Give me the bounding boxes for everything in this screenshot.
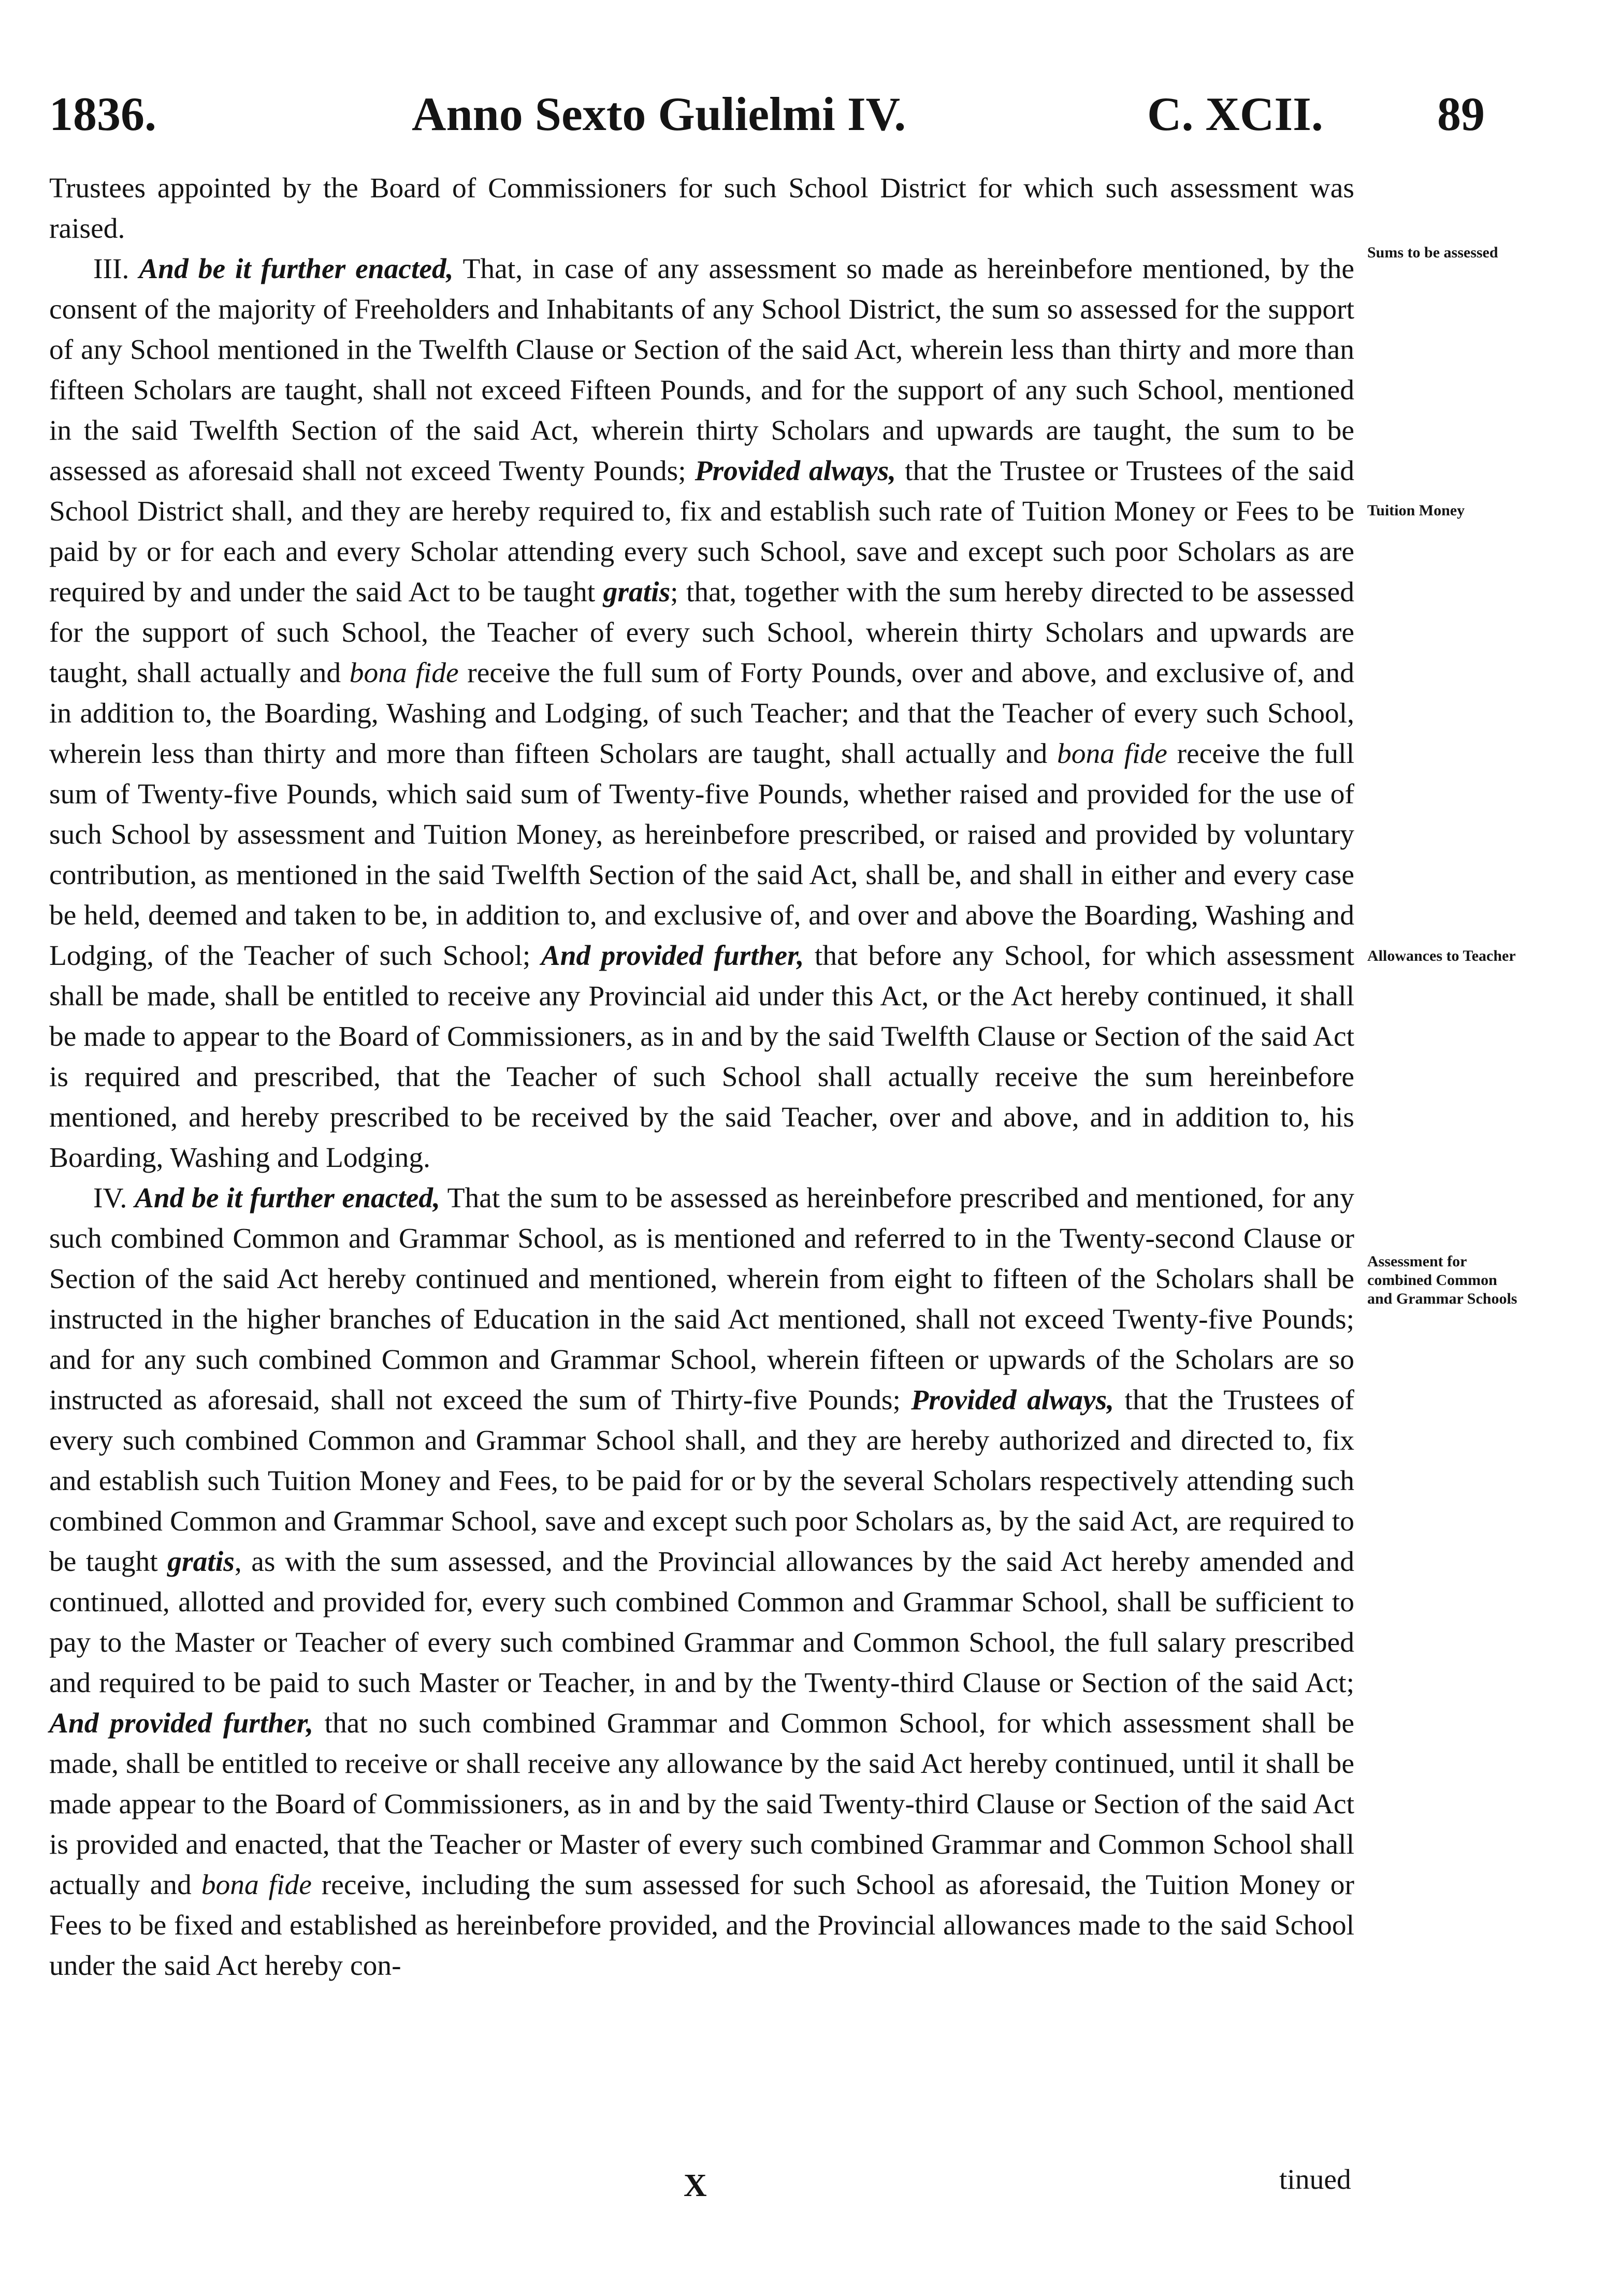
section-three-text-6: that before any School, for which assessment shall be made, shall be entitled to receive any Provincial aid under this Act, or the Act hereby continued, it shall be made to appear to the Board of Commissioners, as in and by the said Twelfth Clause or Section of the said Act is required and prescribed, that the Teacher of such School shall actually receive the sum hereinbefore mentioned, and hereby prescribed to be received by the said Teacher, over and above, and in addition to, his Boarding, Washing and Lodging. [49,940,1354,1174]
section-four [49,1178,1354,1986]
section-four-bona-fide: bona fide [201,1869,312,1901]
section-four-text-1: That the sum to be assessed as hereinbefore prescribed and mentioned, for any such combined Common and Grammar School, as is mentioned and referred to in the Twenty-second Clause or Section of the said Act hereby continued and mentioned, wherein from eight to fifteen of the Scholars shall be instructed in the higher branches of Education in the said Act mentioned, shall not exceed Twenty-five Pounds; and for any such combined Common and Grammar School, wherein fifteen or upwards of the Scholars are so instructed as aforesaid, shall not exceed the sum of Thirty-five Pounds; [49,1182,1354,1416]
section-three-text-5: receive the full sum of Twenty-five Pounds, which said sum of Twenty-five Pounds, whether raised and provided for the use of such School by assessment and Tuition Money, as hereinbefore prescribed, or raised and provided by voluntary contribution, as mentioned in the said Twelfth Section of the said Act, shall be, and shall in either and every case be held, deemed and taken to be, in addition to, and exclusive of, and over and above the Boarding, Washing and Lodging, of the Teacher of such School; [49,738,1354,972]
section-three-bona-fide-1: bona fide [349,657,459,689]
section-three-number: III. [93,253,129,285]
section-four-enacting-clause: And be it further enacted, [134,1182,441,1214]
section-four-text-2: that the Trustees of every such combined Common and Grammar School shall, and they are hereby authorized and directed to, fix and establish such Tuition Money and Fees, to be paid for or by the several Scholars respectively attending such combined Common and Grammar School, save and except such poor Scholars as, by the said Act, are required to be taught [49,1384,1355,1578]
signature-mark: X [684,2168,707,2203]
section-four-text-4: that no such combined Grammar and Common School, for which assessment shall be made, shall be entitled to receive or shall receive any allowance by the said Act hereby continued, until it shall be made appear to the Board of Commissioners, as in and by the said Twenty-third Clause or Section of the said Act is provided and enacted, that the Teacher or Master of every such combined Grammar and Common School shall actually and [49,1708,1355,1901]
section-three-text-1: That, in case of any assessment so made as hereinbefore mentioned, by the consent of the majority of Freeholders and Inhabitants of any School District, the sum so assessed for the support of any School mentioned in the Twelfth Clause or Section of the said Act, wherein less than thirty and more than fifteen Scholars are taught, shall not exceed Fifteen Pounds, and for the support of any such School, mentioned in the said Twelfth Section of the said Act, wherein thirty Scholars and upwards are taught, the sum to be assessed as aforesaid shall not exceed Twenty Pounds; [49,253,1354,487]
section-three-text-4: receive the full sum of Forty Pounds, over and above, and exclusive of, and in addition to, the Boarding, Washing and Lodging, of such Teacher; and that the Teacher of every such School, wherein less than thirty and more than fifteen Scholars are taught, shall actually and [49,657,1354,770]
header-chapter: C. XCII. [1147,88,1323,140]
section-four-text-3: , as with the sum assessed, and the Provincial allowances by the said Act hereby amended and continued, allotted and provided for, every such combined Common and Grammar School, shall be sufficient to pay to the Master or Teacher of every such combined Grammar and Common School, the full salary prescribed and required to be paid to such Master or Teacher, in and by the Twenty-third Clause or Section of the said Act; [49,1546,1354,1699]
margin-note-assessment: Assessment for combined Common and Grammar Schools [1367,1253,1517,1307]
running-header [49,78,1515,150]
catchword: tinued [1279,2164,1351,2196]
section-three-proviso-2: And provided further, [541,940,804,972]
opening-paragraph: Trustees appointed by the Board of Commissioners for such School District for which such assessment was raised. [49,172,1354,244]
section-three-text-3: ; that, together with the sum hereby directed to be assessed for the support of such School, the Teacher of every such School, wherein thirty Scholars and upwards are taught, shall actually and [49,576,1355,689]
section-four-number: IV. [93,1182,127,1214]
margin-note-sums: Sums to be assessed [1367,244,1498,261]
header-title: Anno Sexto Gulielmi IV. [412,88,906,140]
margin-note-tuition: Tuition Money [1367,502,1465,519]
statute-text [49,168,1354,1986]
section-three-bona-fide-2: bona fide [1057,738,1167,770]
section-four-proviso-2: And provided further, [49,1708,314,1739]
margin-note-allowances: Allowances to Teacher [1367,947,1516,964]
section-four-proviso-1: Provided always, [911,1384,1115,1416]
section-four-text-5: receive, including the sum assessed for such School as aforesaid, the Tuition Money or Fees to be fixed and established as hereinbefore provided, and the Provincial allowances made to the said School under the said Act hereby con- [49,1869,1354,1982]
section-three-text-2: that the Trustee or Trustees of the said School District shall, and they are hereby required to, fix and establish such rate of Tuition Money or Fees to be paid by or for each and every Scholar attending every such School, save and except such poor Scholars as are required by and under the said Act to be taught [49,455,1355,608]
section-four-gratis: gratis [167,1546,235,1578]
section-three-enacting-clause: And be it further enacted, [139,253,454,285]
header-year: 1836. [49,88,156,140]
section-three-gratis: gratis [603,576,671,608]
section-three-proviso-1: Provided always, [695,455,896,487]
page-number: 89 [1437,88,1485,140]
section-three [49,249,1354,1178]
